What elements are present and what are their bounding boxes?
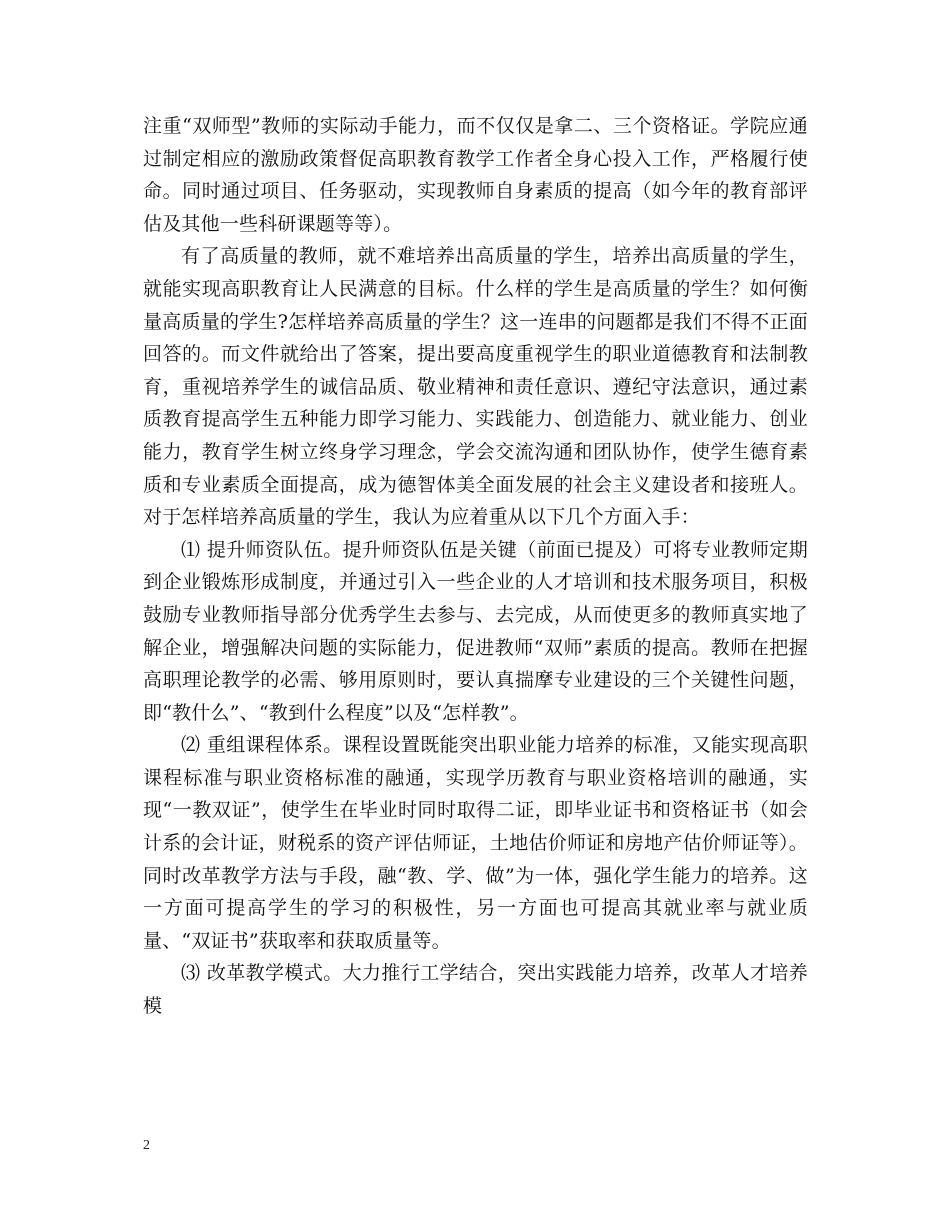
document-body	[143, 110, 808, 1023]
paragraph-5-teaching-model: ⑶ 改革教学模式。大力推行工学结合，突出实践能力培养，改革人才培养模	[143, 962, 808, 1018]
page-number: 2	[143, 1138, 150, 1153]
paragraph-1: 注重“双师型”教师的实际动手能力，而不仅仅是拿二、三个资格证。学院应通过制定相应的激励政策督促高职教育教学工作者全身心投入工作，严格履行使命。同时通过项目、任务驱动，实现教师自身素质的提高（如今年的教育部评估及其他一些科研课题等等）。	[143, 115, 808, 235]
paragraph-4-curriculum: ⑵ 重组课程体系。课程设置既能突出职业能力培养的标准，又能实现高职课程标准与职业资格标准的融通，实现学历教育与职业资格培训的融通，实现“一教双证”，使学生在毕业时同时取得二证，即毕业证书和资格证书（如会计系的会计证，财税系的资产评估师证，土地估价师证和房地产估价师证等）。同时改革教学方法与手段，融“教、学、做”为一体，强化学生能力的培养。这一方面可提高学生的学习的积极性，另一方面也可提高其就业率与就业质量、“双证书”获取率和获取质量等。	[143, 734, 808, 952]
paragraph-2: 有了高质量的教师，就不难培养出高质量的学生，培养出高质量的学生，就能实现高职教育让人民满意的目标。什么样的学生是高质量的学生？如何衡量高质量的学生?怎样培养高质量的学生？这一连串的问题都是我们不得不正面回答的。而文件就给出了答案，提出要高度重视学生的职业道德教育和法制教育，重视培养学生的诚信品质、敬业精神和责任意识、遵纪守法意识，通过素质教育提高学生五种能力即学习能力、实践能力、创造能力、就业能力、创业能力，教育学生树立终身学习理念，学会交流沟通和团队协作，使学生德育素质和专业素质全面提高，成为德智体美全面发展的社会主义建设者和接班人。对于怎样培养高质量的学生，我认为应着重从以下几个方面入手：	[143, 245, 808, 529]
paragraph-3-faculty: ⑴ 提升师资队伍。提升师资队伍是关键（前面已提及）可将专业教师定期到企业锻炼形成制度，并通过引入一些企业的人才培训和技术服务项目，积极鼓励专业教师指导部分优秀学生去参与、去完成，从而使更多的教师真实地了解企业，增强解决问题的实际能力，促进教师“双师”素质的提高。教师在把握高职理论教学的必需、够用原则时，要认真揣摩专业建设的三个关键性问题，即“教什么”、“教到什么程度”以及“怎样教”。	[143, 538, 808, 724]
